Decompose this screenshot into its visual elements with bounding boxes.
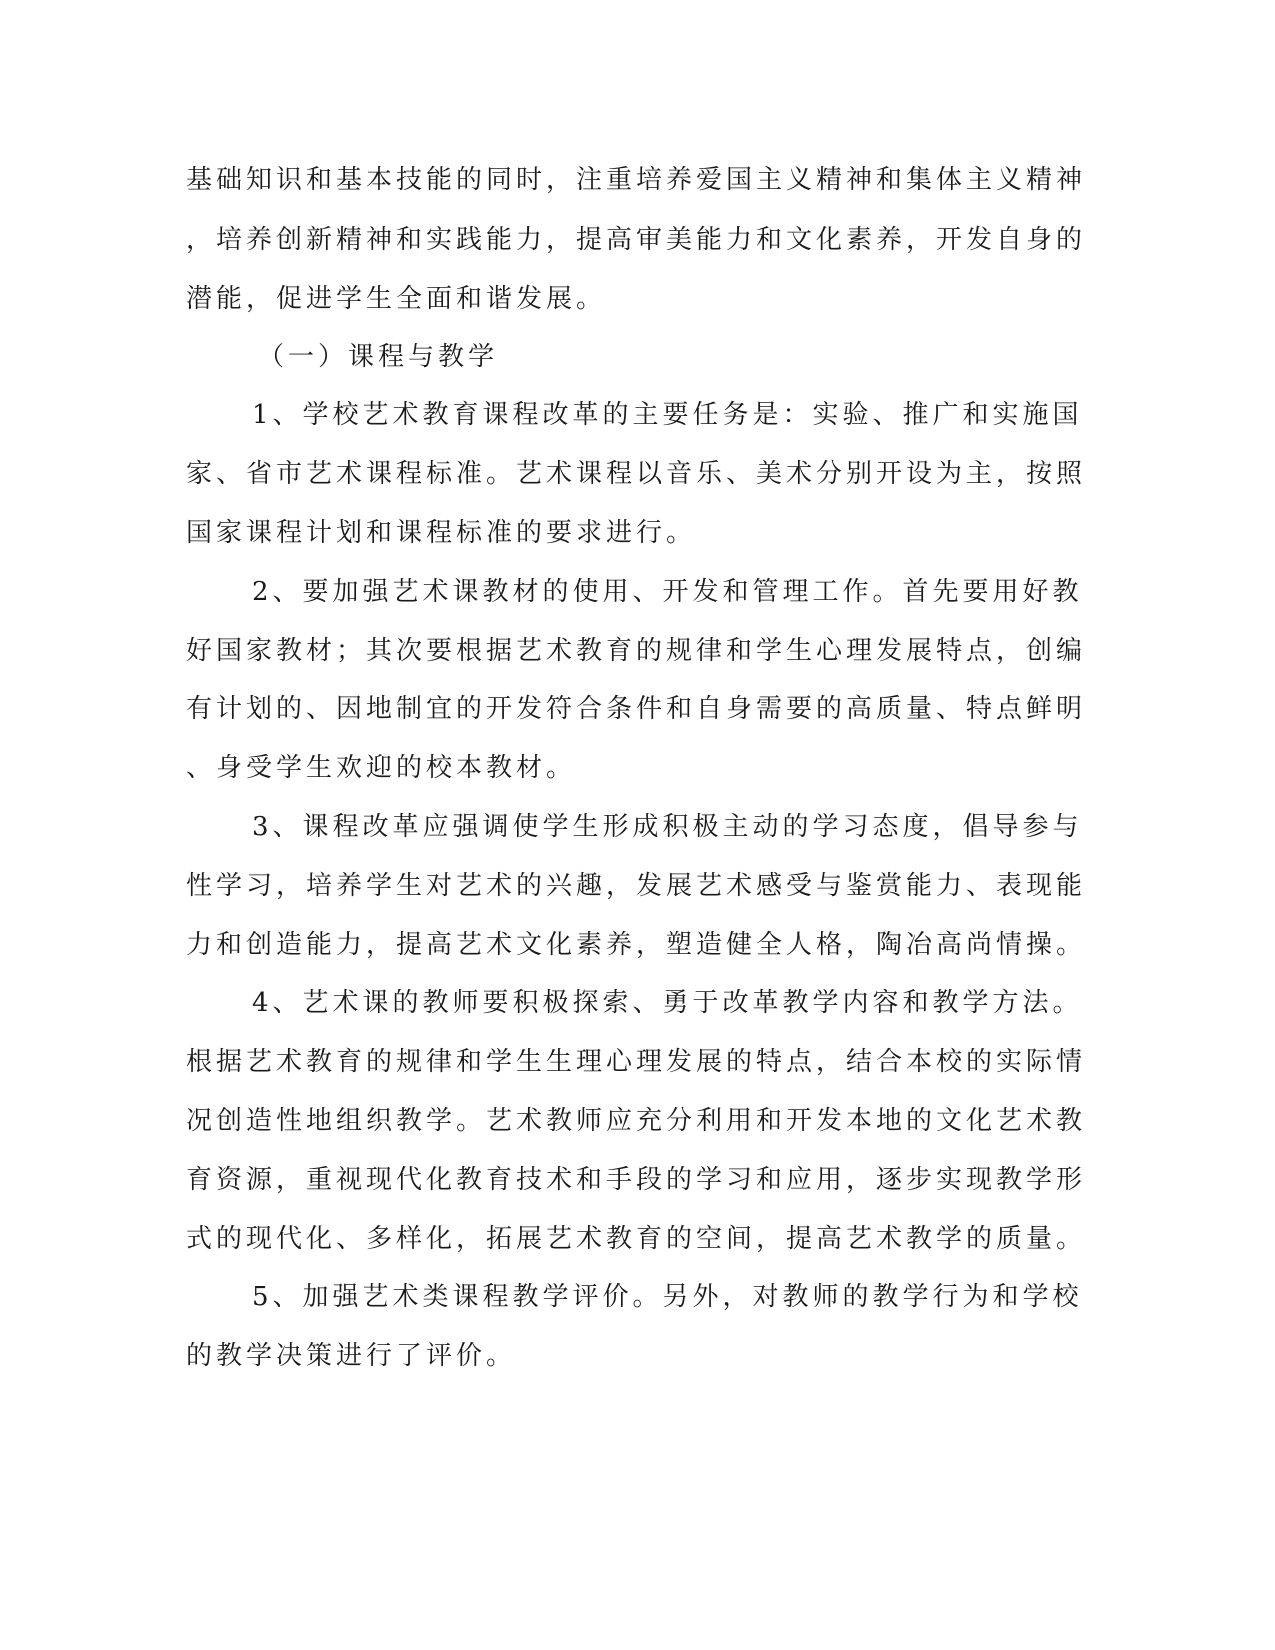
text-line: 的教学决策进行了评价。 (186, 1341, 517, 1371)
text-line: 4、艺术课的教师要积极探索、勇于改革教学内容和教学方法。 (252, 988, 1083, 1018)
text-line: 国家课程计划和课程标准的要求进行。 (186, 518, 697, 548)
text-line: 5、加强艺术类课程教学评价。另外，对教师的教学行为和学校 (252, 1282, 1083, 1312)
text-line: 好国家教材；其次要根据艺术教育的规律和学生心理发展特点，创编 (186, 636, 1087, 666)
text-line: 有计划的、因地制宜的开发符合条件和自身需要的高质量、特点鲜明 (186, 694, 1087, 724)
text-line: 力和创造能力，提高艺术文化素养，塑造健全人格，陶冶高尚情操。 (186, 930, 1087, 960)
text-line: ，培养创新精神和实践能力，提高审美能力和文化素养，开发自身的 (186, 225, 1087, 255)
section-heading: （一）课程与教学 (258, 342, 499, 372)
text-line: 根据艺术教育的规律和学生生理心理发展的特点，结合本校的实际情 (186, 1047, 1087, 1077)
text-line: 3、课程改革应强调使学生形成积极主动的学习态度，倡导参与 (252, 812, 1083, 842)
text-line: 况创造性地组织教学。艺术教师应充分利用和开发本地的文化艺术教 (186, 1106, 1087, 1136)
text-line: 育资源，重视现代化教育技术和手段的学习和应用，逐步实现教学形 (186, 1165, 1087, 1195)
text-line: 家、省市艺术课程标准。艺术课程以音乐、美术分别开设为主，按照 (186, 459, 1087, 489)
text-line: 1、学校艺术教育课程改革的主要任务是：实验、推广和实施国 (252, 400, 1083, 430)
text-line: 2、要加强艺术课教材的使用、开发和管理工作。首先要用好教 (252, 577, 1083, 607)
text-line: 基础知识和基本技能的同时，注重培养爱国主义精神和集体主义精神 (186, 165, 1087, 195)
text-line: 性学习，培养学生对艺术的兴趣，发展艺术感受与鉴赏能力、表现能 (186, 871, 1087, 901)
text-line: 、身受学生欢迎的校本教材。 (186, 753, 577, 783)
text-line: 潜能，促进学生全面和谐发展。 (186, 284, 607, 314)
text-line: 式的现代化、多样化，拓展艺术教育的空间，提高艺术教学的质量。 (186, 1224, 1087, 1254)
